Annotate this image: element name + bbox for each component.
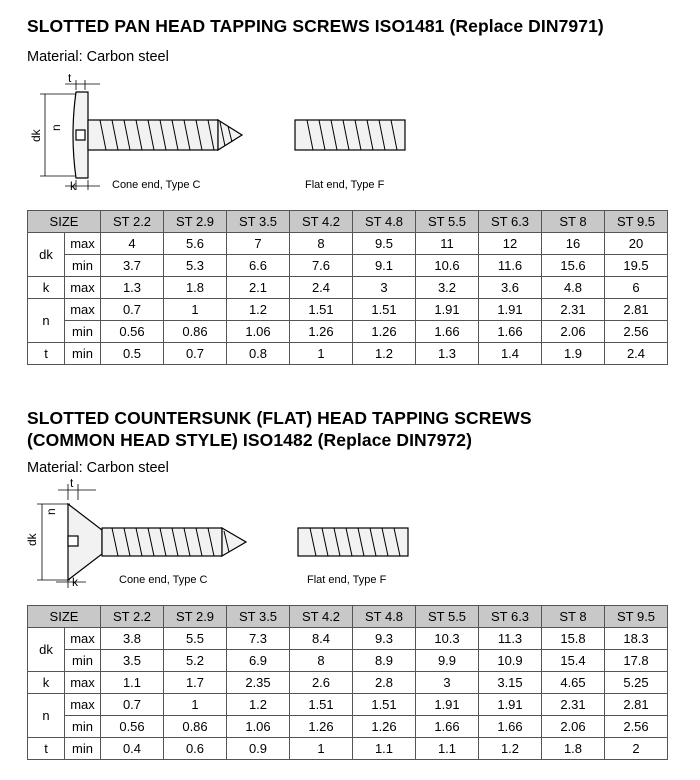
dim-k-label: k bbox=[70, 179, 76, 193]
value-cell: 1.66 bbox=[479, 716, 542, 738]
value-cell: 11.3 bbox=[479, 628, 542, 650]
flat-end-caption: Flat end, Type F bbox=[307, 574, 387, 586]
iso1482-title-line2: (COMMON HEAD STYLE) ISO1482 (Replace DIN7972) bbox=[27, 430, 473, 450]
value-cell: 2 bbox=[605, 738, 668, 760]
value-cell: 11.6 bbox=[479, 255, 542, 277]
size-col-header: ST 9.5 bbox=[605, 211, 668, 233]
value-cell: 1.51 bbox=[353, 694, 416, 716]
limit-cell: max bbox=[65, 299, 101, 321]
size-col-header: ST 2.2 bbox=[101, 211, 164, 233]
value-cell: 2.56 bbox=[605, 716, 668, 738]
param-cell: k bbox=[28, 277, 65, 299]
value-cell: 6 bbox=[605, 277, 668, 299]
param-cell: k bbox=[28, 672, 65, 694]
value-cell: 1 bbox=[290, 343, 353, 365]
value-cell: 9.1 bbox=[353, 255, 416, 277]
value-cell: 1 bbox=[290, 738, 353, 760]
value-cell: 1 bbox=[164, 694, 227, 716]
value-cell: 1.91 bbox=[416, 694, 479, 716]
dim-n-label: n bbox=[49, 124, 63, 131]
flat-end-caption: Flat end, Type F bbox=[305, 179, 385, 191]
value-cell: 3.5 bbox=[101, 650, 164, 672]
dim-t-label: t bbox=[68, 72, 72, 85]
value-cell: 5.5 bbox=[164, 628, 227, 650]
value-cell: 2.06 bbox=[542, 716, 605, 738]
value-cell: 1.8 bbox=[164, 277, 227, 299]
flat-end-screw-icon bbox=[295, 120, 405, 150]
table-row bbox=[28, 343, 668, 365]
value-cell: 8.4 bbox=[290, 628, 353, 650]
value-cell: 16 bbox=[542, 233, 605, 255]
iso1482-spec-table bbox=[27, 605, 668, 760]
value-cell: 2.31 bbox=[542, 694, 605, 716]
value-cell: 11 bbox=[416, 233, 479, 255]
size-col-header: ST 4.2 bbox=[290, 211, 353, 233]
limit-cell: min bbox=[65, 343, 101, 365]
table-row bbox=[28, 650, 668, 672]
value-cell: 0.56 bbox=[101, 321, 164, 343]
size-col-header: ST 6.3 bbox=[479, 606, 542, 628]
size-col-header: ST 2.9 bbox=[164, 606, 227, 628]
table-row bbox=[28, 255, 668, 277]
value-cell: 15.4 bbox=[542, 650, 605, 672]
param-cell: n bbox=[28, 299, 65, 343]
value-cell: 2.1 bbox=[227, 277, 290, 299]
size-col-header: ST 8 bbox=[542, 606, 605, 628]
table-row bbox=[28, 321, 668, 343]
table-row bbox=[28, 694, 668, 716]
size-col-header: ST 2.2 bbox=[101, 606, 164, 628]
value-cell: 9.5 bbox=[353, 233, 416, 255]
value-cell: 1.3 bbox=[101, 277, 164, 299]
value-cell: 4 bbox=[101, 233, 164, 255]
value-cell: 1.1 bbox=[416, 738, 479, 760]
dim-t-label: t bbox=[70, 476, 74, 490]
value-cell: 0.9 bbox=[227, 738, 290, 760]
value-cell: 1.1 bbox=[101, 672, 164, 694]
value-cell: 1.7 bbox=[164, 672, 227, 694]
size-header: SIZE bbox=[28, 606, 101, 628]
value-cell: 1.2 bbox=[227, 299, 290, 321]
size-col-header: ST 8 bbox=[542, 211, 605, 233]
value-cell: 6.9 bbox=[227, 650, 290, 672]
value-cell: 8 bbox=[290, 650, 353, 672]
table-row bbox=[28, 277, 668, 299]
value-cell: 2.8 bbox=[353, 672, 416, 694]
table-row bbox=[28, 738, 668, 760]
limit-cell: min bbox=[65, 738, 101, 760]
param-cell: dk bbox=[28, 233, 65, 277]
size-col-header: ST 4.8 bbox=[353, 211, 416, 233]
param-cell: n bbox=[28, 694, 65, 738]
value-cell: 19.5 bbox=[605, 255, 668, 277]
value-cell: 1.3 bbox=[416, 343, 479, 365]
value-cell: 3 bbox=[353, 277, 416, 299]
value-cell: 5.6 bbox=[164, 233, 227, 255]
value-cell: 2.4 bbox=[290, 277, 353, 299]
value-cell: 3.2 bbox=[416, 277, 479, 299]
table-header-row bbox=[28, 211, 668, 233]
value-cell: 7 bbox=[227, 233, 290, 255]
value-cell: 3.6 bbox=[479, 277, 542, 299]
value-cell: 2.81 bbox=[605, 299, 668, 321]
value-cell: 7.3 bbox=[227, 628, 290, 650]
value-cell: 1.91 bbox=[416, 299, 479, 321]
iso1482-title-line1: SLOTTED COUNTERSUNK (FLAT) HEAD TAPPING SCREWS bbox=[27, 408, 532, 428]
size-col-header: ST 3.5 bbox=[227, 606, 290, 628]
value-cell: 1.66 bbox=[479, 321, 542, 343]
value-cell: 12 bbox=[479, 233, 542, 255]
value-cell: 9.9 bbox=[416, 650, 479, 672]
value-cell: 1.9 bbox=[542, 343, 605, 365]
value-cell: 0.86 bbox=[164, 716, 227, 738]
dim-n-label: n bbox=[44, 508, 58, 515]
table-row bbox=[28, 628, 668, 650]
value-cell: 17.8 bbox=[605, 650, 668, 672]
value-cell: 1.4 bbox=[479, 343, 542, 365]
limit-cell: max bbox=[65, 694, 101, 716]
value-cell: 2.06 bbox=[542, 321, 605, 343]
value-cell: 0.5 bbox=[101, 343, 164, 365]
value-cell: 1.66 bbox=[416, 716, 479, 738]
size-col-header: ST 9.5 bbox=[605, 606, 668, 628]
iso1482-material: Material: Carbon steel bbox=[27, 460, 169, 476]
value-cell: 5.3 bbox=[164, 255, 227, 277]
limit-cell: min bbox=[65, 255, 101, 277]
value-cell: 1.2 bbox=[227, 694, 290, 716]
flat-end-screw-icon bbox=[298, 528, 408, 556]
limit-cell: min bbox=[65, 716, 101, 738]
value-cell: 0.7 bbox=[101, 299, 164, 321]
value-cell: 3.8 bbox=[101, 628, 164, 650]
value-cell: 2.35 bbox=[227, 672, 290, 694]
value-cell: 15.6 bbox=[542, 255, 605, 277]
limit-cell: max bbox=[65, 277, 101, 299]
size-col-header: ST 5.5 bbox=[416, 606, 479, 628]
value-cell: 1.51 bbox=[290, 299, 353, 321]
value-cell: 0.8 bbox=[227, 343, 290, 365]
value-cell: 1.91 bbox=[479, 299, 542, 321]
size-col-header: ST 5.5 bbox=[416, 211, 479, 233]
value-cell: 1.51 bbox=[290, 694, 353, 716]
value-cell: 10.6 bbox=[416, 255, 479, 277]
value-cell: 1.26 bbox=[290, 321, 353, 343]
value-cell: 7.6 bbox=[290, 255, 353, 277]
limit-cell: max bbox=[65, 672, 101, 694]
value-cell: 1.2 bbox=[353, 343, 416, 365]
table-row bbox=[28, 716, 668, 738]
iso1481-spec-table bbox=[27, 210, 668, 365]
value-cell: 2.81 bbox=[605, 694, 668, 716]
table-header-row bbox=[28, 606, 668, 628]
limit-cell: max bbox=[65, 233, 101, 255]
iso1481-material: Material: Carbon steel bbox=[27, 49, 169, 65]
cone-end-caption: Cone end, Type C bbox=[119, 574, 208, 586]
value-cell: 8.9 bbox=[353, 650, 416, 672]
value-cell: 5.25 bbox=[605, 672, 668, 694]
value-cell: 5.2 bbox=[164, 650, 227, 672]
value-cell: 1.26 bbox=[353, 321, 416, 343]
param-cell: t bbox=[28, 738, 65, 760]
value-cell: 1.51 bbox=[353, 299, 416, 321]
value-cell: 1.26 bbox=[290, 716, 353, 738]
value-cell: 1.06 bbox=[227, 321, 290, 343]
size-col-header: ST 2.9 bbox=[164, 211, 227, 233]
value-cell: 0.86 bbox=[164, 321, 227, 343]
value-cell: 18.3 bbox=[605, 628, 668, 650]
value-cell: 0.56 bbox=[101, 716, 164, 738]
dim-k-label: k bbox=[72, 575, 78, 589]
value-cell: 1.8 bbox=[542, 738, 605, 760]
limit-cell: max bbox=[65, 628, 101, 650]
value-cell: 0.7 bbox=[101, 694, 164, 716]
value-cell: 2.56 bbox=[605, 321, 668, 343]
dim-dk-label: dk bbox=[29, 129, 43, 142]
value-cell: 2.4 bbox=[605, 343, 668, 365]
value-cell: 8 bbox=[290, 233, 353, 255]
value-cell: 1.26 bbox=[353, 716, 416, 738]
value-cell: 4.65 bbox=[542, 672, 605, 694]
value-cell: 1.06 bbox=[227, 716, 290, 738]
limit-cell: min bbox=[65, 650, 101, 672]
value-cell: 15.8 bbox=[542, 628, 605, 650]
value-cell: 1.1 bbox=[353, 738, 416, 760]
value-cell: 1 bbox=[164, 299, 227, 321]
value-cell: 0.4 bbox=[101, 738, 164, 760]
value-cell: 3.15 bbox=[479, 672, 542, 694]
value-cell: 3 bbox=[416, 672, 479, 694]
value-cell: 1.66 bbox=[416, 321, 479, 343]
countersunk-screw-drawing bbox=[20, 476, 440, 594]
countersunk-screw-cone-icon bbox=[37, 484, 246, 588]
value-cell: 2.31 bbox=[542, 299, 605, 321]
value-cell: 9.3 bbox=[353, 628, 416, 650]
value-cell: 10.3 bbox=[416, 628, 479, 650]
param-cell: t bbox=[28, 343, 65, 365]
pan-head-screw-drawing bbox=[20, 72, 440, 197]
value-cell: 1.2 bbox=[479, 738, 542, 760]
value-cell: 1.91 bbox=[479, 694, 542, 716]
value-cell: 2.6 bbox=[290, 672, 353, 694]
value-cell: 10.9 bbox=[479, 650, 542, 672]
value-cell: 4.8 bbox=[542, 277, 605, 299]
value-cell: 0.7 bbox=[164, 343, 227, 365]
pan-head-screw-cone-icon bbox=[40, 80, 242, 190]
size-col-header: ST 3.5 bbox=[227, 211, 290, 233]
param-cell: dk bbox=[28, 628, 65, 672]
iso1481-title: SLOTTED PAN HEAD TAPPING SCREWS ISO1481 (Replace DIN7971) bbox=[27, 16, 604, 36]
value-cell: 6.6 bbox=[227, 255, 290, 277]
size-col-header: ST 6.3 bbox=[479, 211, 542, 233]
table-row bbox=[28, 233, 668, 255]
cone-end-caption: Cone end, Type C bbox=[112, 179, 201, 191]
table-row bbox=[28, 299, 668, 321]
value-cell: 0.6 bbox=[164, 738, 227, 760]
value-cell: 20 bbox=[605, 233, 668, 255]
size-col-header: ST 4.8 bbox=[353, 606, 416, 628]
size-col-header: ST 4.2 bbox=[290, 606, 353, 628]
table-row bbox=[28, 672, 668, 694]
value-cell: 3.7 bbox=[101, 255, 164, 277]
size-header: SIZE bbox=[28, 211, 101, 233]
limit-cell: min bbox=[65, 321, 101, 343]
dim-dk-label: dk bbox=[25, 533, 39, 546]
